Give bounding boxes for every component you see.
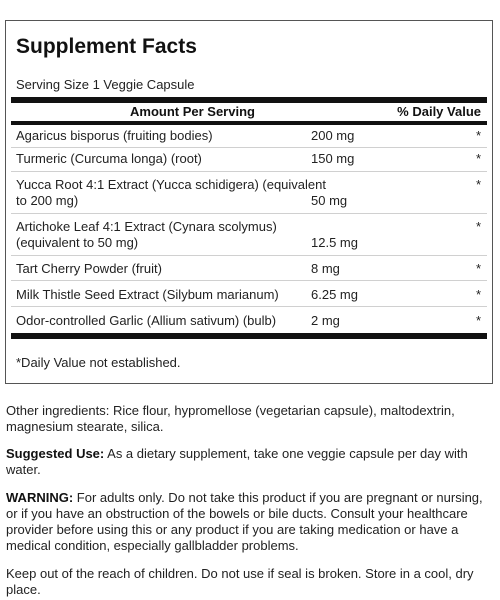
- nutrient-amount: 150 mg: [311, 151, 355, 166]
- nutrient-daily-value: *: [475, 287, 481, 302]
- daily-value-footnote: *Daily Value not established.: [16, 355, 181, 370]
- nutrient-daily-value: *: [475, 151, 481, 166]
- table-bottom-rule: [11, 333, 487, 339]
- nutrient-daily-value: *: [475, 219, 481, 234]
- nutrient-amount: 6.25 mg: [311, 287, 358, 302]
- header-amount-per-serving: Amount Per Serving: [130, 104, 255, 119]
- other-ingredients: Other ingredients: Rice flour, hypromellose (vegetarian capsule), maltodextrin, magnesium stearate, silica.: [6, 403, 455, 434]
- nutrient-row-artichoke: [11, 214, 487, 254]
- supplement-facts-panel: [5, 20, 493, 384]
- suggested-use-label: Suggested Use:: [6, 446, 105, 461]
- nutrient-amount: 200 mg: [311, 128, 355, 143]
- nutrient-row-milk-thistle: [11, 281, 487, 303]
- nutrient-name: Turmeric (Curcuma longa) (root): [16, 151, 202, 166]
- warning-label: WARNING:: [6, 490, 74, 505]
- nutrient-name: Odor-controlled Garlic (Allium sativum) (bulb): [16, 313, 277, 328]
- nutrient-name: Agaricus bisporus (fruiting bodies): [16, 128, 213, 143]
- suggested-use: [6, 446, 494, 478]
- nutrient-row-garlic: [11, 307, 487, 329]
- nutrient-row-tart-cherry: [11, 256, 487, 278]
- nutrient-daily-value: *: [475, 261, 481, 276]
- nutrient-row-agaricus: [11, 125, 487, 147]
- warning-text: For adults only. Do not take this product if you are pregnant or nursing, or if you have an obstruction of the bowels or bile ducts. Consult your healthcare provider before using this or any product if you are taking medication or have a medical condition, especially gallbladder problems.: [6, 490, 483, 553]
- nutrient-amount: 2 mg: [311, 313, 340, 328]
- serving-size: Serving Size 1 Veggie Capsule: [16, 77, 195, 92]
- suggested-use-text: As a dietary supplement, take one veggie capsule per day with water.: [6, 446, 468, 477]
- panel-title: Supplement Facts: [16, 35, 197, 58]
- nutrient-daily-value: *: [475, 128, 481, 143]
- table-header: [11, 103, 487, 121]
- header-daily-value: % Daily Value: [397, 104, 481, 119]
- nutrient-amount: 50 mg: [311, 193, 348, 208]
- nutrient-name: Milk Thistle Seed Extract (Silybum marianum): [16, 287, 279, 302]
- warning: [6, 490, 494, 554]
- nutrient-name: Yucca Root 4:1 Extract (Yucca schidigera) (equivalent to 200 mg): [16, 177, 326, 208]
- nutrient-row-yucca: [11, 172, 487, 212]
- nutrient-daily-value: *: [475, 177, 481, 192]
- nutrient-row-turmeric: [11, 148, 487, 170]
- nutrient-daily-value: *: [475, 313, 481, 328]
- nutrient-name: Tart Cherry Powder (fruit): [16, 261, 162, 276]
- storage-instructions: Keep out of the reach of children. Do not use if seal is broken. Store in a cool, dry place.: [6, 566, 474, 597]
- nutrient-amount: 8 mg: [311, 261, 340, 276]
- nutrient-name: Artichoke Leaf 4:1 Extract (Cynara scolymus) (equivalent to 50 mg): [16, 219, 277, 250]
- nutrient-amount: 12.5 mg: [311, 235, 358, 250]
